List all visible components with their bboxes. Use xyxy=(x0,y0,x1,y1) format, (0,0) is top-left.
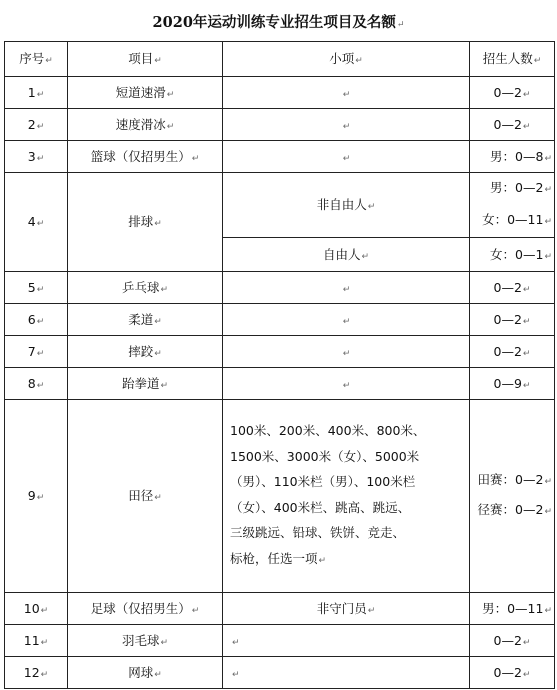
row-project: 网球↵ xyxy=(68,657,223,689)
row-index: 1↵ xyxy=(5,77,68,109)
count-track: 径赛：0—2↵ xyxy=(477,502,552,517)
header-sub: 小项↵ xyxy=(223,42,470,77)
count-female: 女：0—11↵ xyxy=(482,212,552,227)
row-count: 0—2↵ xyxy=(470,304,555,336)
row-sub: ↵ xyxy=(223,336,470,368)
row-sub: ↵ xyxy=(223,368,470,400)
table-row xyxy=(5,173,555,238)
row-sub: ↵ xyxy=(223,657,470,689)
table-header-row xyxy=(5,42,555,77)
row-index: 5↵ xyxy=(5,272,68,304)
table-row xyxy=(5,625,555,657)
row-count: 0—2↵ xyxy=(470,625,555,657)
row-sub: ↵ xyxy=(223,272,470,304)
row-project: 篮球（仅招男生）↵ xyxy=(68,141,223,173)
table-row xyxy=(5,400,555,593)
row-project: 跆拳道↵ xyxy=(68,368,223,400)
row-index: 9↵ xyxy=(5,400,68,593)
row-project: 短道速滑↵ xyxy=(68,77,223,109)
row-count: 0—2↵ xyxy=(470,272,555,304)
row-project: 乒乓球↵ xyxy=(68,272,223,304)
row-index: 11↵ xyxy=(5,625,68,657)
table-row xyxy=(5,593,555,625)
row-project: 柔道↵ xyxy=(68,304,223,336)
row-count xyxy=(470,173,555,238)
row-count: 0—2↵ xyxy=(470,77,555,109)
row-project: 羽毛球↵ xyxy=(68,625,223,657)
row-index: 12↵ xyxy=(5,657,68,689)
row-project: 摔跤↵ xyxy=(68,336,223,368)
header-count: 招生人数↵ xyxy=(470,42,555,77)
table-row xyxy=(5,141,555,173)
row-index: 6↵ xyxy=(5,304,68,336)
row-sub: 自由人↵ xyxy=(223,238,470,272)
count-field: 田赛：0—2↵ xyxy=(477,472,552,487)
row-count: 0—2↵ xyxy=(470,109,555,141)
table-row xyxy=(5,657,555,689)
row-sub-events: 100米、200米、400米、800米、 1500米、3000米（女）、5000米 （男）、110米栏（男）、100米栏 （女）、400米栏、跳高、跳远、 三级跳远、铅球、铁饼、竞走、 标枪，任选一项↵ xyxy=(223,400,470,593)
count-male: 男：0—2↵ xyxy=(490,180,552,195)
row-index: 10↵ xyxy=(5,593,68,625)
row-count: 男：0—11↵ xyxy=(470,593,555,625)
row-index: 2↵ xyxy=(5,109,68,141)
admissions-table xyxy=(4,41,555,689)
row-count: 0—2↵ xyxy=(470,657,555,689)
table-row xyxy=(5,77,555,109)
table-row xyxy=(5,272,555,304)
header-index: 序号↵ xyxy=(5,42,68,77)
row-sub: 非守门员↵ xyxy=(223,593,470,625)
row-sub: ↵ xyxy=(223,109,470,141)
table-row xyxy=(5,109,555,141)
row-count: 女：0—1↵ xyxy=(470,238,555,272)
row-sub: ↵ xyxy=(223,625,470,657)
table-row xyxy=(5,304,555,336)
row-project: 田径↵ xyxy=(68,400,223,593)
row-project: 足球（仅招男生）↵ xyxy=(68,593,223,625)
row-count: 男：0—8↵ xyxy=(470,141,555,173)
row-index: 4↵ xyxy=(5,173,68,272)
header-project: 项目↵ xyxy=(68,42,223,77)
row-sub: ↵ xyxy=(223,141,470,173)
table-row xyxy=(5,336,555,368)
row-index: 3↵ xyxy=(5,141,68,173)
page-title: 2020年运动训练专业招生项目及名额↵ xyxy=(152,14,405,31)
row-project: 排球↵ xyxy=(68,173,223,272)
row-count: 0—2↵ xyxy=(470,336,555,368)
row-sub: ↵ xyxy=(223,77,470,109)
row-sub: 非自由人↵ xyxy=(223,173,470,238)
row-index: 7↵ xyxy=(5,336,68,368)
row-project: 速度滑冰↵ xyxy=(68,109,223,141)
row-count: 0—9↵ xyxy=(470,368,555,400)
table-row xyxy=(5,368,555,400)
row-index: 8↵ xyxy=(5,368,68,400)
row-sub: ↵ xyxy=(223,304,470,336)
row-count xyxy=(470,400,555,593)
